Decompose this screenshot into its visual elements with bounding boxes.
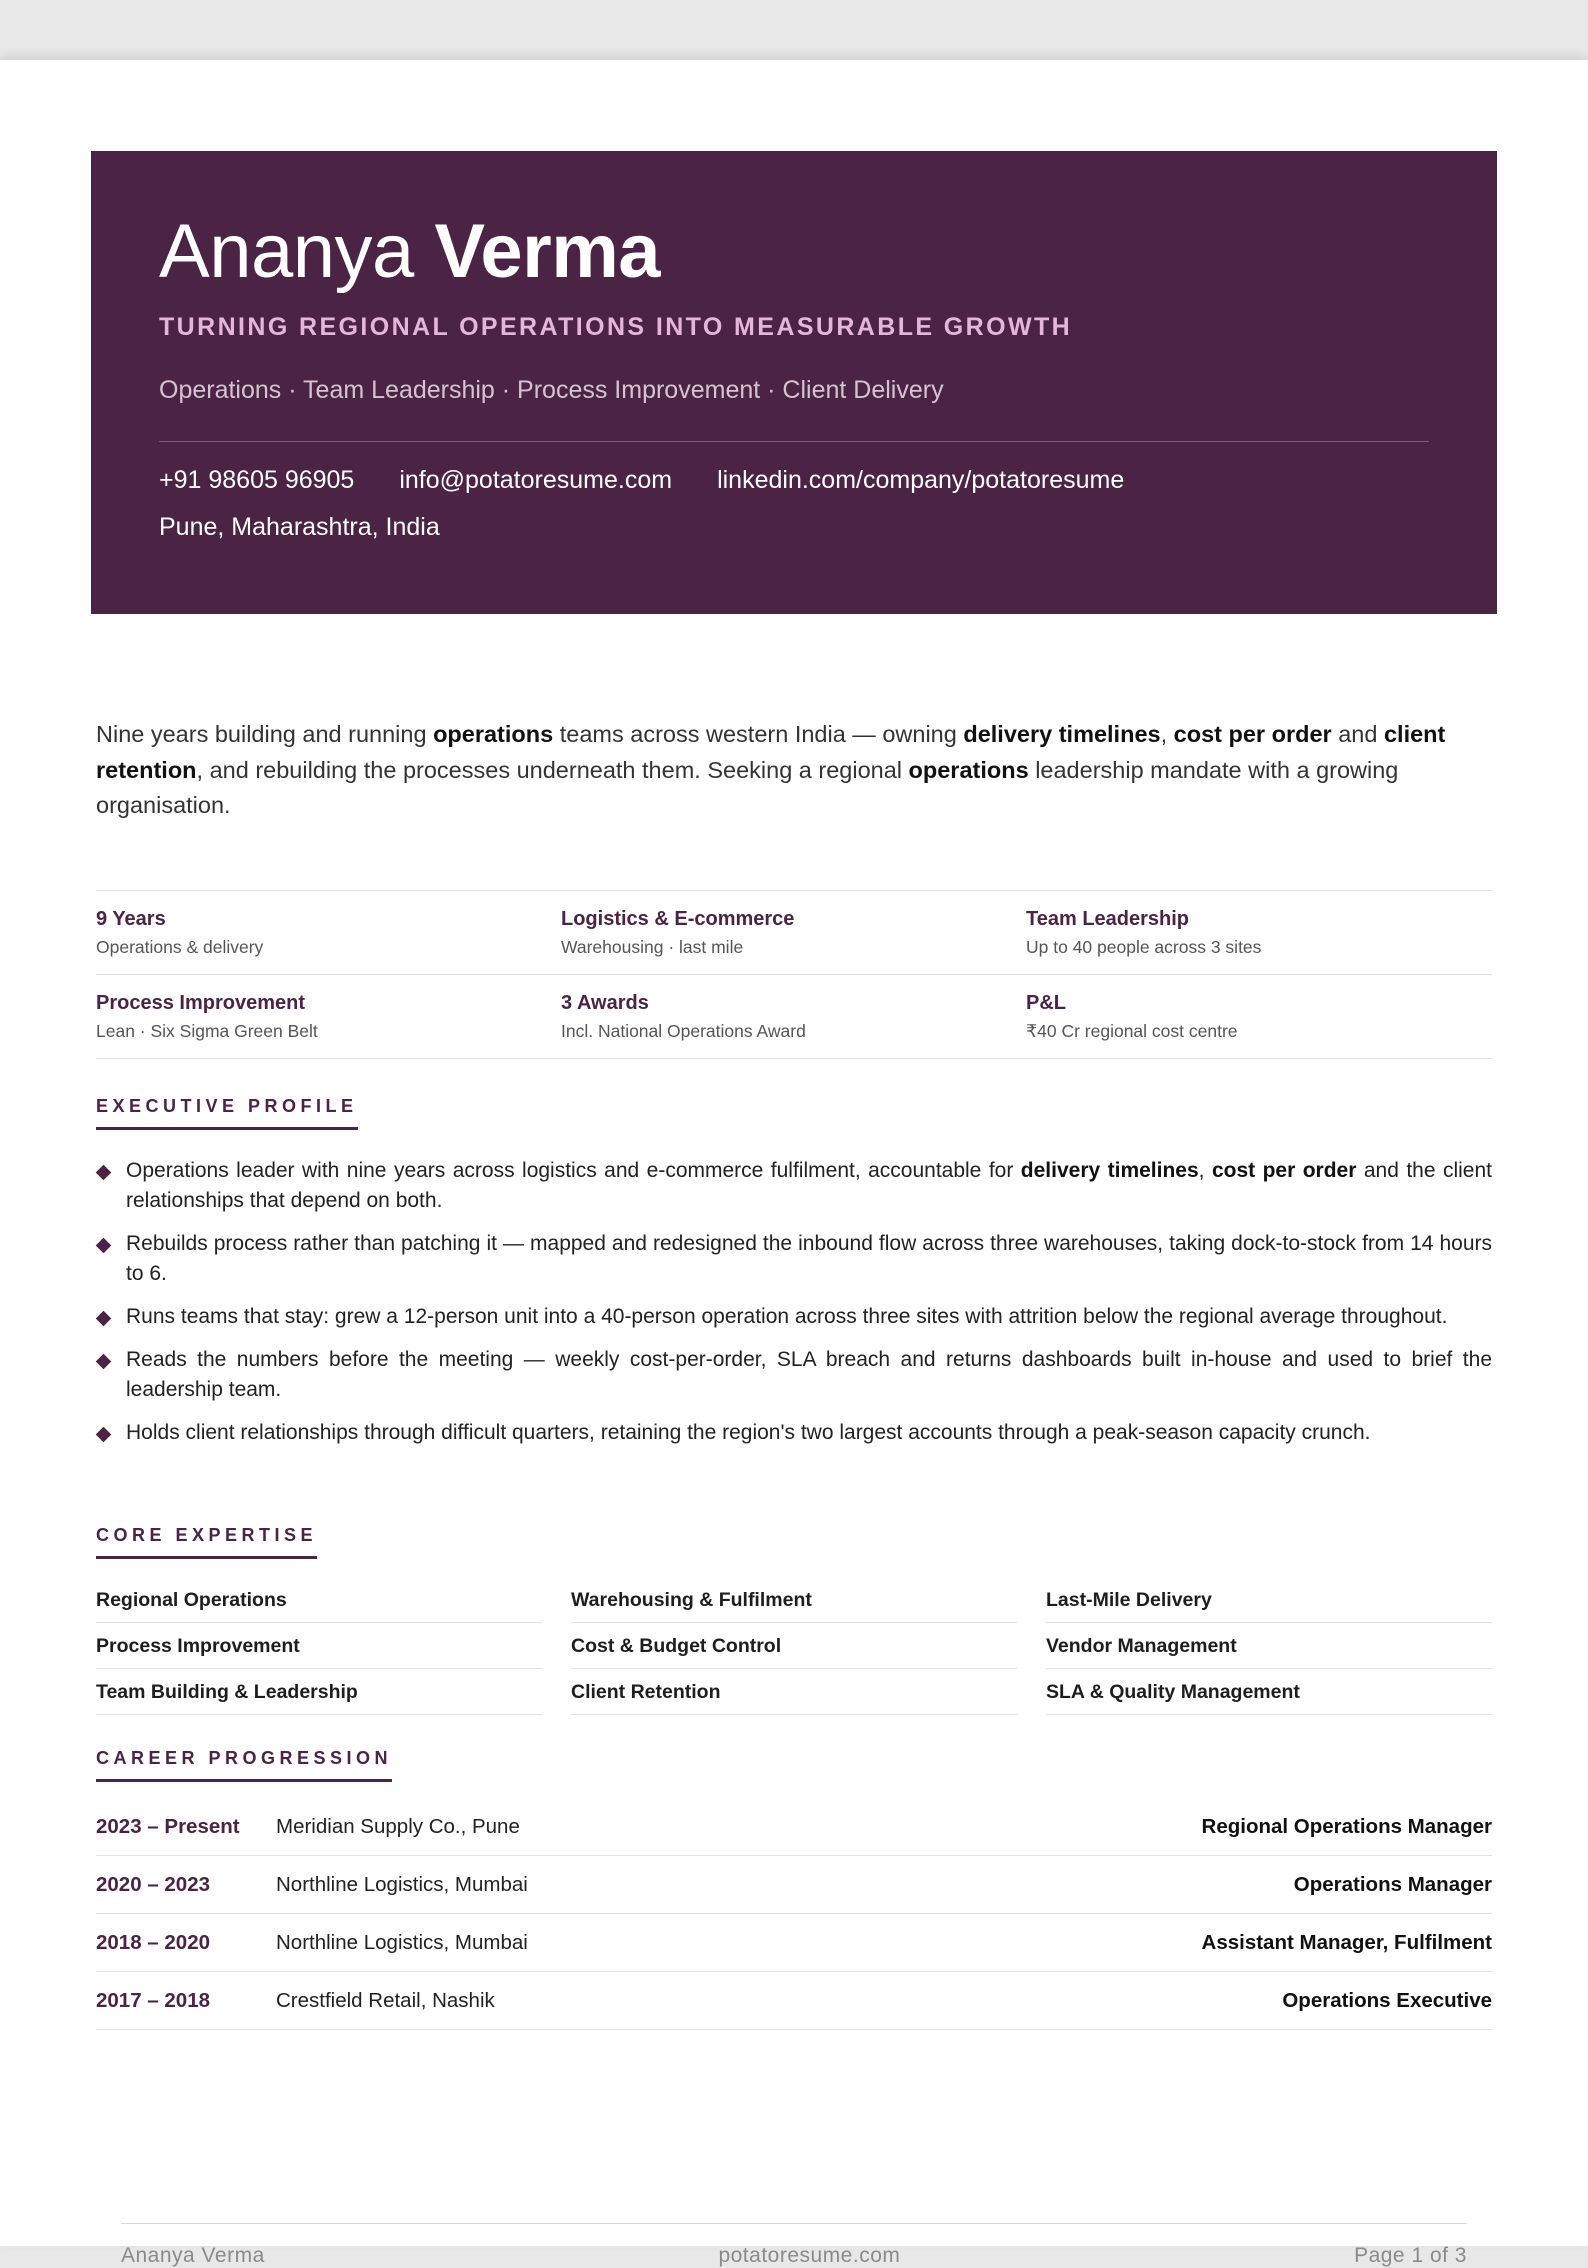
- highlight-title: Logistics & E-commerce: [561, 907, 795, 930]
- last-name: Verma: [434, 209, 661, 294]
- table-row: [96, 1798, 1492, 1856]
- expertise-item: SLA & Quality Management: [1046, 1669, 1492, 1715]
- diamond-bullet-icon: [96, 1311, 112, 1327]
- section-heading: CORE EXPERTISE: [96, 1525, 317, 1559]
- summary: [96, 717, 1492, 824]
- diamond-bullet-icon: [96, 1427, 112, 1443]
- expertise-item: Regional Operations: [96, 1577, 542, 1623]
- expertise-item: Last-Mile Delivery: [1046, 1577, 1492, 1623]
- section-heading: EXECUTIVE PROFILE: [96, 1096, 358, 1130]
- summary-text: teams across western India — owning: [553, 721, 964, 747]
- summary-text: leadership mandate with a growing organisation.: [96, 756, 1399, 818]
- summary-keyword: cost per order: [1173, 721, 1332, 747]
- career-years: 2020 – 2023: [96, 1872, 211, 1896]
- expertise-item: Cost & Budget Control: [571, 1623, 1017, 1669]
- career-years: 2018 – 2020: [96, 1930, 211, 1954]
- career-role: Operations Manager: [1293, 1872, 1492, 1896]
- highlight-item: [1026, 908, 1491, 958]
- tagline: TURNING REGIONAL OPERATIONS INTO MEASURABLE GROWTH: [159, 313, 1073, 341]
- highlight-subtitle: Operations & delivery: [96, 936, 264, 957]
- expertise-item: Team Building & Leadership: [96, 1669, 542, 1715]
- highlight-subtitle: Incl. National Operations Award: [561, 1020, 806, 1041]
- bullet-keyword: delivery timelines: [1020, 1159, 1199, 1182]
- highlight-item: [96, 992, 561, 1042]
- executive-profile-section: [96, 1096, 1492, 1461]
- career-list: [96, 1798, 1492, 2030]
- expertise-item: Client Retention: [571, 1669, 1017, 1715]
- section-heading: CAREER PROGRESSION: [96, 1748, 392, 1782]
- list-item: [96, 1302, 1492, 1332]
- list-item: [96, 1156, 1492, 1216]
- location: Pune, Maharashtra, India: [159, 513, 440, 541]
- linkedin-link[interactable]: linkedin.com/company/potatoresume: [717, 466, 1125, 494]
- summary-text: ,: [1160, 721, 1174, 747]
- diamond-bullet-icon: [96, 1238, 112, 1254]
- highlight-title: 9 Years: [96, 907, 166, 930]
- diamond-bullet-icon: [96, 1354, 112, 1370]
- bullet-text: Rebuilds process rather than patching it — mapped and redesigned the inbound flow across three warehouses, taking dock-to-stock from 14 hours to 6.: [126, 1232, 1492, 1285]
- career-role: Assistant Manager, Fulfilment: [1201, 1930, 1492, 1954]
- highlight-item: [96, 908, 561, 958]
- bullet-text: Reads the numbers before the meeting — weekly cost-per-order, SLA breach and returns dashboards built in-house and used to brief the leadership team.: [126, 1348, 1492, 1401]
- expertise-item: Vendor Management: [1046, 1623, 1492, 1669]
- bullet-keyword: cost per order: [1211, 1159, 1357, 1182]
- career-role: Regional Operations Manager: [1201, 1814, 1492, 1838]
- summary-text: Nine years building and running: [96, 721, 434, 747]
- core-expertise-section: [96, 1525, 1492, 1715]
- expertise-item: Warehousing & Fulfilment: [571, 1577, 1017, 1623]
- career-years: 2023 – Present: [96, 1814, 240, 1838]
- profile-bullets: [96, 1156, 1492, 1448]
- specialties: Operations · Team Leadership · Process Improvement · Client Delivery: [159, 376, 944, 404]
- career-role: Operations Executive: [1282, 1988, 1492, 2012]
- highlight-title: Team Leadership: [1026, 907, 1190, 930]
- highlight-subtitle: Warehousing · last mile: [561, 936, 744, 957]
- summary-keyword: operations: [908, 756, 1029, 783]
- page-footer: [121, 2223, 1467, 2268]
- bullet-text: ,: [1198, 1159, 1212, 1182]
- list-item: [96, 1345, 1492, 1405]
- career-years: 2017 – 2018: [96, 1988, 211, 2012]
- highlight-item: [1026, 992, 1491, 1042]
- diamond-bullet-icon: [96, 1165, 112, 1181]
- highlight-subtitle: Lean · Six Sigma Green Belt: [96, 1020, 318, 1041]
- highlights-row: [96, 891, 1492, 975]
- summary-text: , and rebuilding the processes underneath them. Seeking a regional: [196, 756, 909, 783]
- summary-keyword: client retention: [96, 721, 1446, 783]
- summary-text: and: [1331, 721, 1384, 747]
- resume-page: [0, 60, 1588, 2267]
- footer-name: Ananya Verma: [121, 2244, 265, 2267]
- highlight-title: P&L: [1026, 991, 1066, 1014]
- resume-header: [91, 151, 1497, 614]
- expertise-grid: [96, 1577, 1492, 1715]
- highlight-item: [561, 992, 1026, 1042]
- candidate-name: [159, 209, 1429, 295]
- career-company: Crestfield Retail, Nashik: [276, 1988, 495, 2012]
- highlight-subtitle: ₹40 Cr regional cost centre: [1026, 1020, 1238, 1041]
- summary-keyword: delivery timelines: [963, 721, 1161, 747]
- highlight-title: 3 Awards: [561, 991, 649, 1014]
- career-company: Meridian Supply Co., Pune: [276, 1814, 520, 1838]
- list-item: [96, 1418, 1492, 1448]
- bullet-text: Holds client relationships through difficult quarters, retaining the region's two largest accounts through a peak-season capacity crunch.: [126, 1421, 1371, 1444]
- email-link[interactable]: info@potatoresume.com: [399, 466, 673, 494]
- first-name: Ananya: [159, 209, 414, 294]
- footer-site-link[interactable]: potatoresume.com: [718, 2244, 901, 2267]
- table-row: [96, 1914, 1492, 1972]
- page-number: Page 1 of 3: [1354, 2244, 1467, 2267]
- summary-keyword: operations: [433, 721, 554, 747]
- career-progression-section: [96, 1748, 1492, 2030]
- highlight-subtitle: Up to 40 people across 3 sites: [1026, 936, 1262, 957]
- phone[interactable]: +91 98605 96905: [159, 466, 355, 494]
- highlight-title: Process Improvement: [96, 991, 305, 1014]
- list-item: [96, 1229, 1492, 1289]
- highlights-row: [96, 975, 1492, 1059]
- contact-row: [159, 466, 1429, 495]
- bullet-text: Operations leader with nine years across logistics and e-commerce fulfilment, accountable for: [126, 1159, 1021, 1182]
- highlights-grid: [96, 890, 1492, 1059]
- table-row: [96, 1972, 1492, 2030]
- header-divider: [159, 441, 1429, 442]
- highlight-item: [561, 908, 1026, 958]
- career-company: Northline Logistics, Mumbai: [276, 1872, 528, 1896]
- career-company: Northline Logistics, Mumbai: [276, 1930, 528, 1954]
- bullet-text: Runs teams that stay: grew a 12-person unit into a 40-person operation across three sites with attrition below the regional average throughout.: [126, 1305, 1448, 1328]
- table-row: [96, 1856, 1492, 1914]
- expertise-item: Process Improvement: [96, 1623, 542, 1669]
- bullet-text: and the client relationships that depend on both.: [126, 1159, 1492, 1212]
